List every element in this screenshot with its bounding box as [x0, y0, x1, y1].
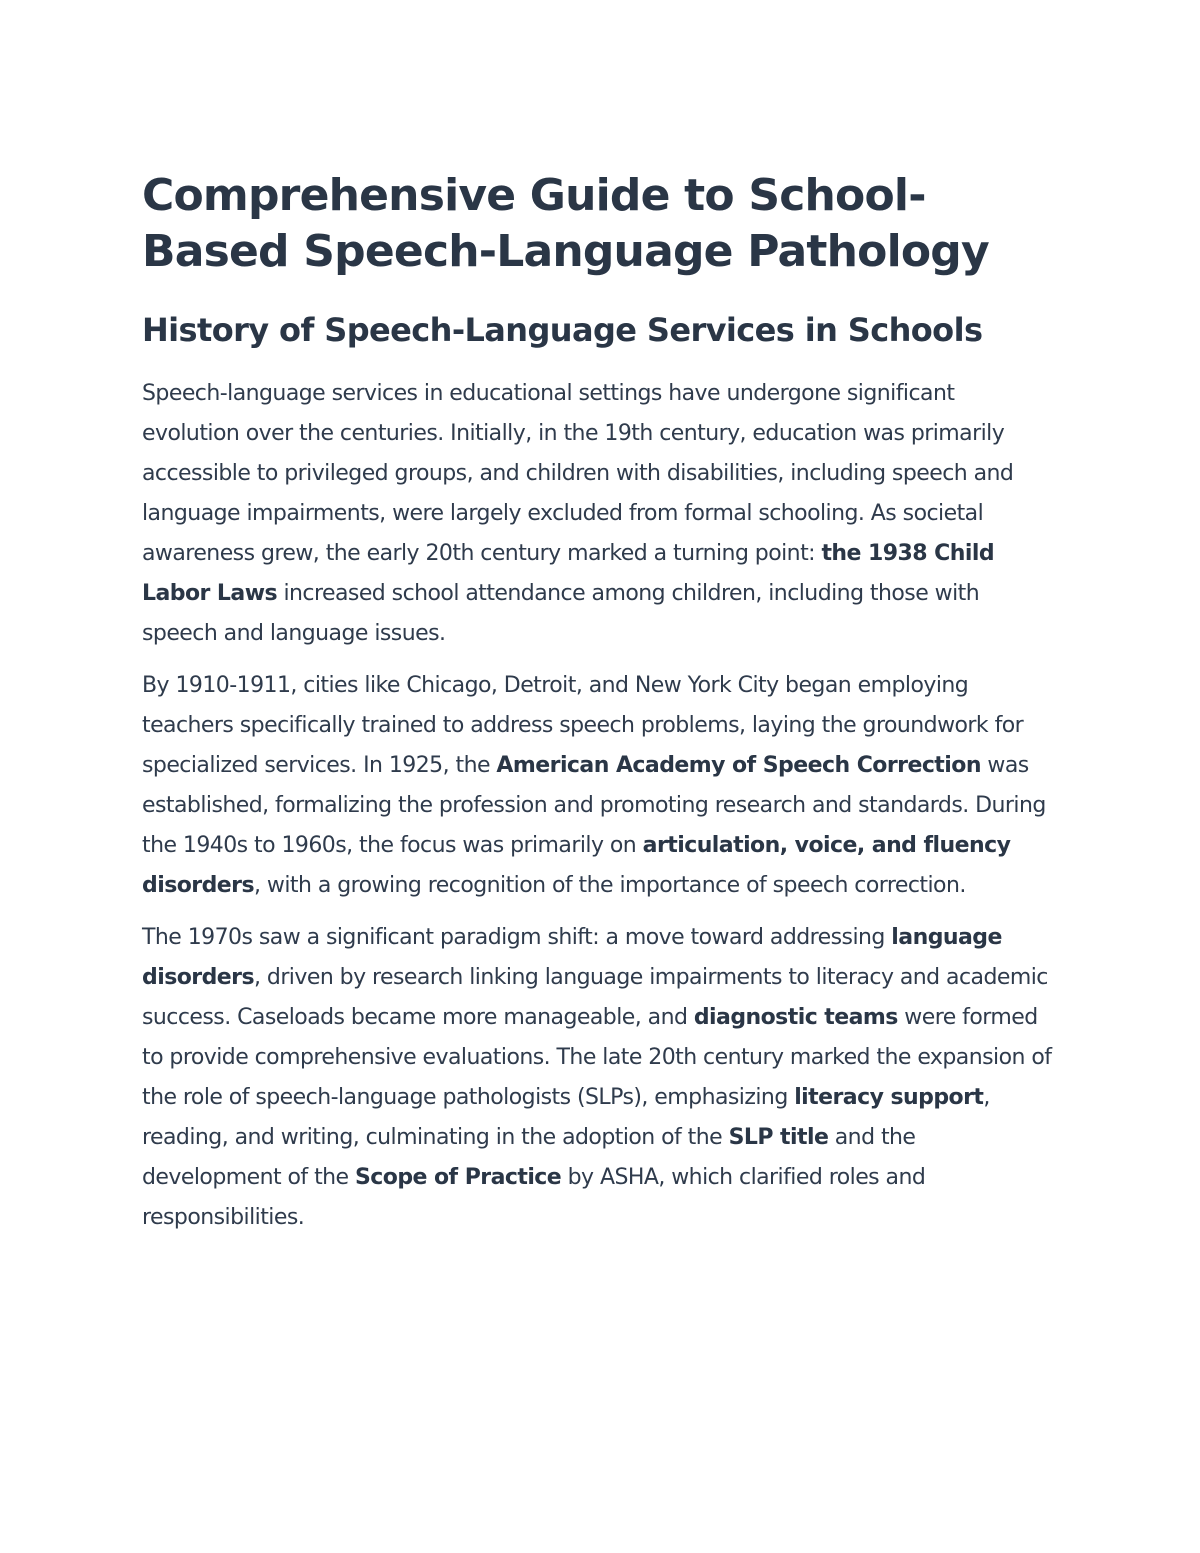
bold-text: language disorders [142, 925, 1002, 990]
paragraph-text: , with a growing recognition of the importance of speech correction. [254, 873, 966, 898]
paragraph-text: increased school attendance among children, including those with speech and language issues. [142, 581, 980, 646]
bold-text: the 1938 Child Labor Laws [142, 541, 995, 606]
paragraph-text: , driven by research linking language impairments to literacy and academic success. Caseloads became more manageable, and [142, 965, 1048, 1030]
document-page [142, 168, 1054, 1238]
page-title: Comprehensive Guide to School-Based Speech-Language Pathology [142, 170, 989, 277]
paragraph-text: by ASHA, which clarified roles and responsibilities. [142, 1165, 926, 1230]
bold-text: American Academy of Speech Correction [496, 753, 981, 778]
bold-text: articulation, voice, and fluency disorders [142, 833, 1011, 898]
paragraph [142, 918, 1054, 1238]
paragraph-text: were formed to provide comprehensive evaluations. The late 20th century marked the expansion of the role of speech-language pathologists (SLPs), emphasizing [142, 1005, 1052, 1110]
paragraph [142, 374, 1054, 654]
bold-text: Scope of Practice [354, 1165, 562, 1190]
paragraph-text: was established, formalizing the profession and promoting research and standards. During the 1940s to 1960s, the focus was primarily on [142, 753, 1046, 858]
bold-text: diagnostic teams [693, 1005, 898, 1030]
bold-text: literacy support [794, 1085, 984, 1110]
paragraph-text: , reading, and writing, culminating in the adoption of the [142, 1085, 990, 1150]
paragraph [142, 666, 1054, 906]
bold-text: SLP title [728, 1125, 829, 1150]
paragraph-text: and the development of the [142, 1125, 916, 1190]
paragraph-text: Speech-language services in educational settings have undergone significant evolution over the centuries. Initially, in the 19th century, education was primarily accessible to privileged groups, and children with disabilities, including speech and language impairments, were largely excluded from formal schooling. As societal awareness grew, the early 20th century marked a turning point: [142, 381, 1014, 566]
paragraph-text: The 1970s saw a significant paradigm shift: a move toward addressing [142, 925, 892, 950]
section-heading: History of Speech-Language Services in Schools [142, 311, 983, 349]
paragraph-text: By 1910-1911, cities like Chicago, Detroit, and New York City began employing teachers specifically trained to address speech problems, laying the groundwork for specialized services. In 1925, the [142, 673, 1024, 778]
